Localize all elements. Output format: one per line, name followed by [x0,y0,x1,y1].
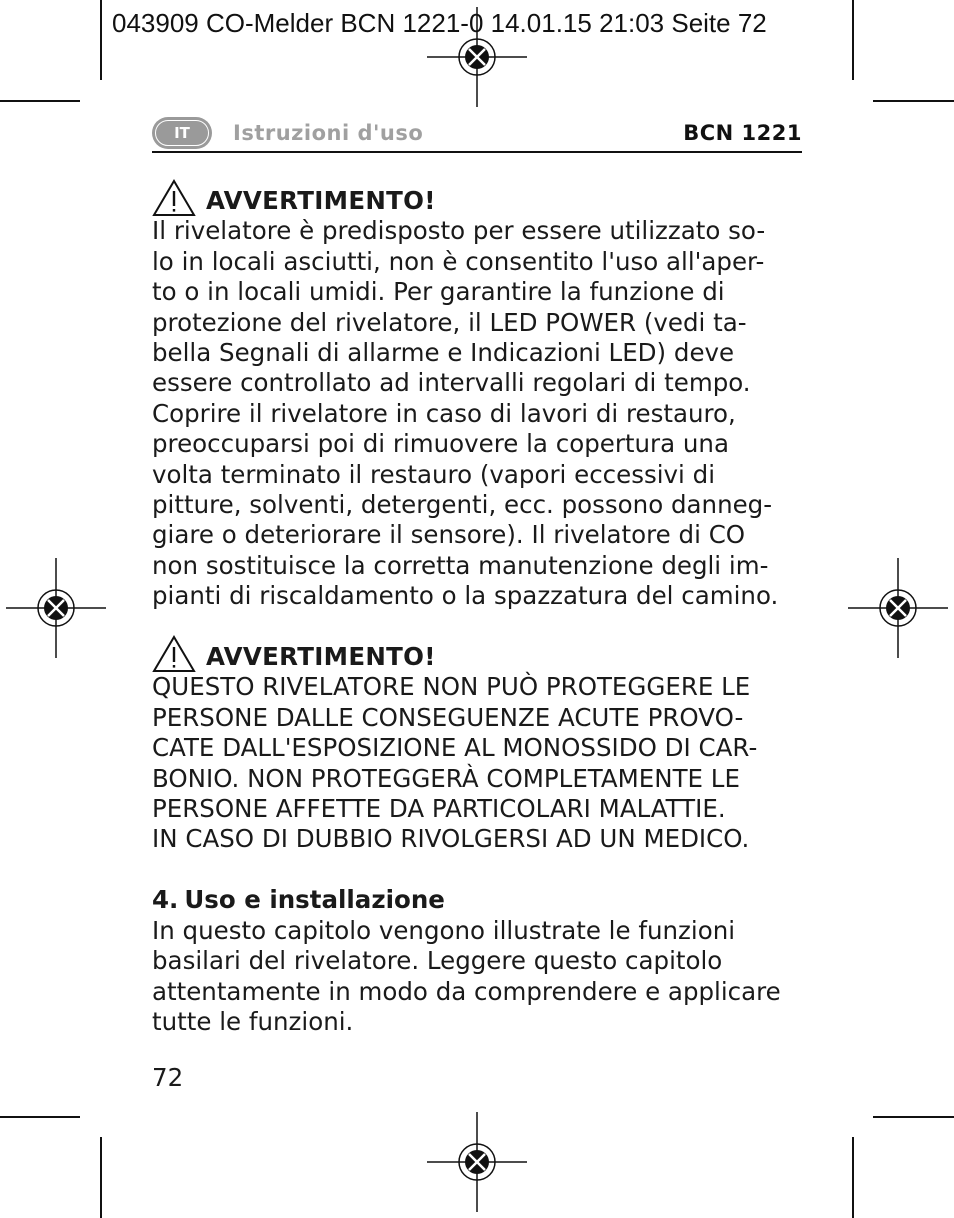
text-line: Il rivelatore è predisposto per essere utilizzato so- [152,216,766,246]
text-line: bella Segnali di allarme e Indicazioni LED) deve [152,338,735,368]
text-line: CATE DALL'ESPOSIZIONE AL MONOSSIDO DI CAR- [152,733,758,763]
text-line: volta terminato il restauro (vapori eccessivi di [152,459,716,489]
paragraph-gap [152,612,812,642]
registration-mark-right-icon [848,558,948,658]
text-line: IN CASO DI DUBBIO RIVOLGERSI AD UN MEDICO. [152,824,750,854]
warning-title-2: AVVERTIMENTO! [206,642,436,672]
crop-mark-bottom-left-vertical [100,1137,102,1218]
registration-mark-bottom-icon [427,1112,527,1212]
section-number: 4. [152,885,179,915]
crop-mark-bottom-right-horizontal [873,1116,954,1118]
registration-mark-left-icon [6,558,106,658]
section-heading [152,885,812,915]
crop-mark-top-left-horizontal [0,100,80,102]
text-line: lo in locali asciutti, non è consentito l'uso all'aper- [152,246,765,276]
printer-slug-line: 043909 CO-Melder BCN 1221-0 14.01.15 21:03 Seite 72 [112,8,767,38]
text-line: Coprire il rivelatore in caso di lavori di restauro, [152,398,736,428]
language-badge [152,117,212,149]
text-line: pianti di riscaldamento o la spazzatura del camino. [152,581,779,611]
crop-mark-bottom-left-horizontal [0,1116,80,1118]
text-line: attentamente in modo da comprendere e applicare [152,976,781,1006]
text-line: giare o deteriorare il sensore). Il rivelatore di CO [152,520,746,550]
warning-body-1 [152,216,812,611]
text-line: basilari del rivelatore. Leggere questo capitolo [152,946,723,976]
warning-heading-2 [152,642,812,672]
registration-mark-top-icon [427,7,527,107]
text-line: protezione del rivelatore, il LED POWER (vedi ta- [152,307,747,337]
crop-mark-bottom-right-vertical [852,1137,854,1218]
text-line: to o in locali umidi. Per garantire la funzione di [152,277,725,307]
text-line: tutte le funzioni. [152,1006,354,1036]
header-divider [152,151,802,153]
paragraph-gap [152,855,812,885]
page-number: 72 [152,1063,184,1092]
text-line: QUESTO RIVELATORE NON PUÒ PROTEGGERE LE [152,672,751,702]
warning-triangle-icon [152,635,196,673]
section-title: Uso e installazione [184,885,445,915]
warning-body-2 [152,672,812,854]
page-content [152,186,812,1037]
text-line: BONIO. NON PROTEGGERÀ COMPLETAMENTE LE [152,763,740,793]
crop-mark-top-left-vertical [100,0,102,80]
text-line: non sostituisce la corretta manutenzione degli im- [152,550,769,580]
text-line: PERSONE DALLE CONSEGUENZE ACUTE PROVO- [152,702,744,732]
warning-title-1: AVVERTIMENTO! [206,185,436,215]
crop-mark-top-right-vertical [852,0,854,80]
warning-triangle-icon [152,179,196,217]
text-line: pitture, solventi, detergenti, ecc. possono danneg- [152,490,773,520]
crop-mark-top-right-horizontal [873,100,954,102]
text-line: PERSONE AFFETTE DA PARTICOLARI MALATTIE. [152,794,726,824]
header-model: BCN 1221 [683,121,802,145]
section-body [152,916,812,1038]
text-line: In questo capitolo vengono illustrate le funzioni [152,915,736,945]
warning-heading-1 [152,186,812,216]
language-badge-label: IT [155,120,209,146]
text-line: essere controllato ad intervalli regolari di tempo. [152,368,751,398]
header-title: Istruzioni d'uso [233,121,424,145]
text-line: preoccuparsi poi di rimuovere la copertura una [152,429,729,459]
